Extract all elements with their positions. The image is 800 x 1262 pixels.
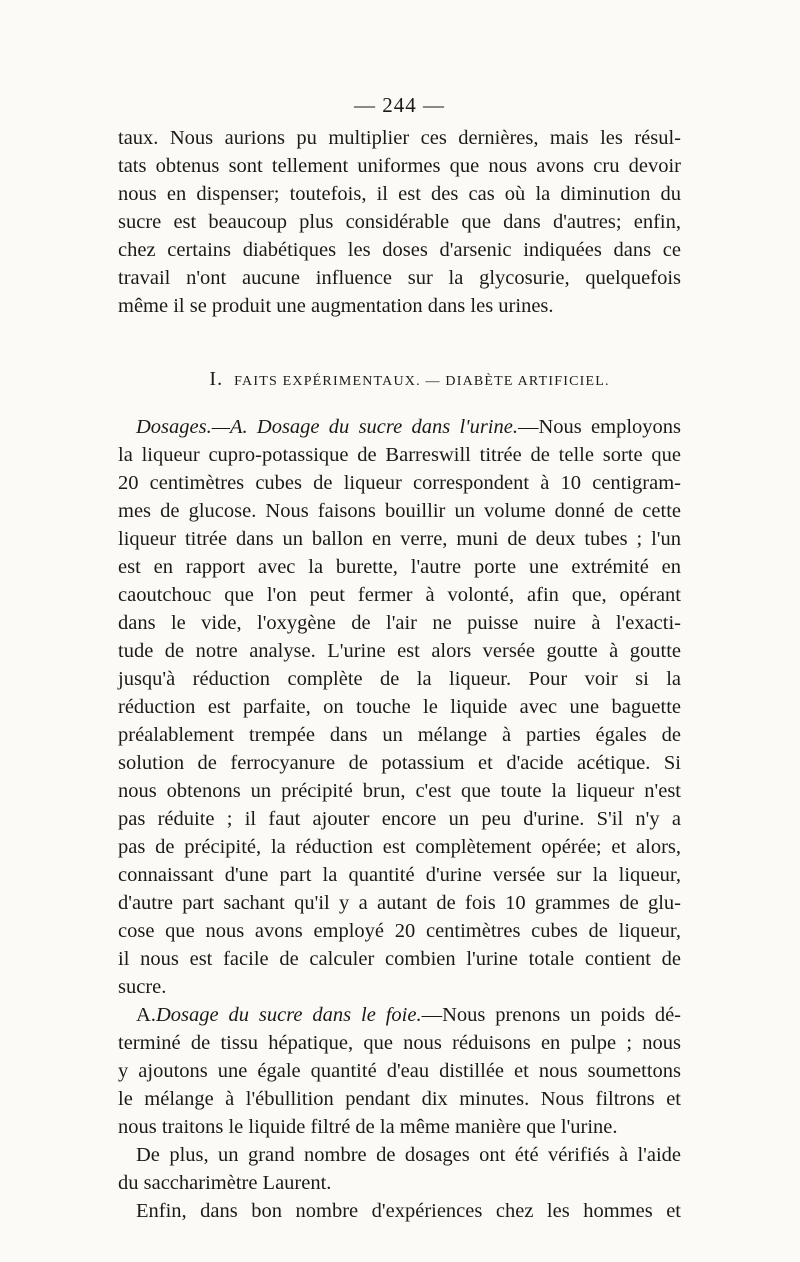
text-line: est en rapport avec la burette, l'autre porte une extrémité en — [118, 556, 681, 578]
text-line: liqueur titrée dans un ballon en verre, muni de deux tubes ; l'un — [118, 528, 681, 550]
text-line: solution de ferrocyanure de potassium et d'acide acétique. Si — [118, 752, 681, 774]
text-line: Enfin, dans bon nombre d'expériences chez les hommes et — [136, 1200, 681, 1222]
text-line: nous obtenons un précipité brun, c'est que toute la liqueur n'est — [118, 780, 681, 802]
text-line: taux. Nous aurions pu multiplier ces dernières, mais les résul- — [118, 127, 681, 149]
text-line: De plus, un grand nombre de dosages ont été vérifiés à l'aide — [136, 1144, 681, 1166]
text-line: caoutchouc que l'on peut fermer à volonté, afin que, opérant — [118, 584, 681, 606]
text-line: sucre est beaucoup plus considérable que dans d'autres; enfin, — [118, 211, 681, 233]
italic-lead: Dosages.—A. Dosage du sucre dans l'urine. — [136, 416, 518, 438]
paragraph-2 — [118, 413, 681, 1001]
text-line: le mélange à l'ébullition pendant dix minutes. Nous filtrons et — [118, 1088, 681, 1110]
lead-rest: —Nous prenons un poids dé- — [421, 1004, 681, 1026]
text-line: la liqueur cupro-potassique de Barreswill titrée de telle sorte que — [118, 444, 681, 466]
paragraph-4 — [118, 1141, 681, 1197]
lead-plain: A. — [136, 1004, 156, 1026]
text-line: d'autre part sachant qu'il y a autant de fois 10 grammes de glu- — [118, 892, 681, 914]
paragraph-5 — [118, 1197, 681, 1225]
page-number: — 244 — — [354, 93, 445, 117]
section-heading — [118, 368, 681, 391]
text-line — [118, 1001, 681, 1029]
text-line: sucre. — [118, 976, 167, 998]
text-line: pas de précipité, la réduction est complètement opérée; et alors, — [118, 836, 681, 858]
text-line: connaissant d'une part la quantité d'urine versée sur la liqueur, — [118, 864, 681, 886]
text-line: nous traitons le liquide filtré de la même manière que l'urine. — [118, 1116, 618, 1138]
text-line: tude de notre analyse. L'urine est alors versée goutte à goutte — [118, 640, 681, 662]
text-line: pas réduite ; il faut ajouter encore un peu d'urine. S'il n'y a — [118, 808, 681, 830]
paragraph-3 — [118, 1001, 681, 1141]
book-page — [118, 88, 681, 1225]
text-line: nous en dispenser; toutefois, il est des cas où la diminution du — [118, 183, 681, 205]
italic-lead: Dosage du sucre dans le foie. — [155, 1004, 422, 1026]
section-number: I. — [209, 368, 224, 390]
text-line: du saccharimètre Laurent. — [118, 1172, 332, 1194]
text-line: terminé de tissu hépatique, que nous réduisons en pulpe ; nous — [118, 1032, 681, 1054]
text-line: même il se produit une augmentation dans les urines. — [118, 295, 554, 317]
text-line: préalablement trempée dans un mélange à parties égales de — [118, 724, 681, 746]
text-line: mes de glucose. Nous faisons bouillir un volume donné de cette — [118, 500, 681, 522]
text-line: y ajoutons une égale quantité d'eau distillée et nous soumettons — [118, 1060, 681, 1082]
text-line: chez certains diabétiques les doses d'arsenic indiquées dans ce — [118, 239, 681, 261]
text-line: tats obtenus sont tellement uniformes que nous avons cru devoir — [118, 155, 681, 177]
text-line: jusqu'à réduction complète de la liqueur. Pour voir si la — [118, 668, 681, 690]
text-line: dans le vide, l'oxygène de l'air ne puisse nuire à l'exacti- — [118, 612, 681, 634]
text-line: 20 centimètres cubes de liqueur correspondent à 10 centigram- — [118, 472, 681, 494]
text-line — [118, 413, 681, 441]
text-line: cose que nous avons employé 20 centimètres cubes de liqueur, — [118, 920, 681, 942]
text-line: réduction est parfaite, on touche le liquide avec une baguette — [118, 696, 681, 718]
section-title: FAITS EXPÉRIMENTAUX. — DIABÈTE ARTIFICIEL. — [234, 374, 610, 389]
text-line: travail n'ont aucune influence sur la glycosurie, quelquefois — [118, 267, 681, 289]
paragraph-1 — [118, 124, 681, 320]
lead-rest: —Nous employons — [517, 416, 681, 438]
text-line: il nous est facile de calculer combien l'urine totale contient de — [118, 948, 681, 970]
